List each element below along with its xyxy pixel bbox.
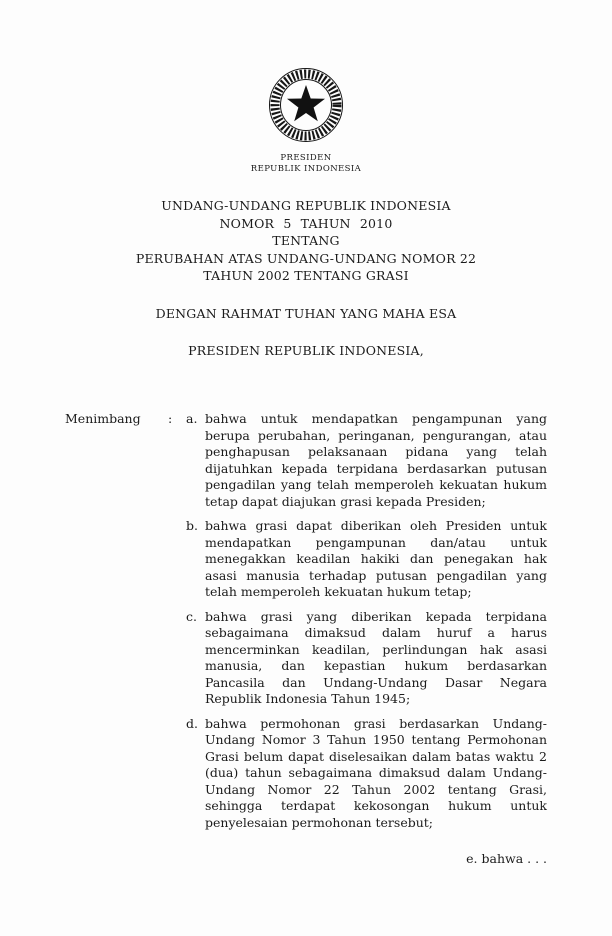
org-name <box>0 153 612 175</box>
invocation-line: DENGAN RAHMAT TUHAN YANG MAHA ESA <box>155 305 457 321</box>
item-text: bahwa grasi dapat diberikan oleh Presiden untuk mendapatkan pengampunan dan/atau untuk menegakkan keadilan hakiki dan penegakan hak asasi manusia terhadap putusan pengadilan yang telah memperoleh kekuatan hukum tetap; <box>205 518 547 599</box>
item-letter: c. <box>186 608 197 624</box>
law-number-line: NOMOR 5 TAHUN 2010 <box>219 215 393 231</box>
item-letter: b. <box>186 518 198 533</box>
considerations-section <box>65 411 547 839</box>
consideration-item-a <box>186 411 547 510</box>
org-name-line2: REPUBLIK INDONESIA <box>250 164 362 174</box>
about-label: TENTANG <box>272 233 340 248</box>
issuer-line: PRESIDEN REPUBLIK INDONESIA, <box>188 343 424 358</box>
item-text: bahwa grasi yang diberikan kepada terpidana sebagaimana dimaksud dalam huruf a harus mencerminkan keadilan, perlindungan hak asasi manusia, dan kepastian hukum berdasarkan Pancasila dan Undang-Undang Dasar Negara Republik Indonesia Tahun 1945; <box>205 608 547 706</box>
law-title: UNDANG-UNDANG REPUBLIK INDONESIA <box>161 198 451 213</box>
title-block <box>0 197 612 360</box>
presidential-wreath-emblem <box>265 64 347 146</box>
item-letter: a. <box>186 411 198 426</box>
considerations-label: Menimbang <box>65 411 141 426</box>
masthead <box>0 64 612 175</box>
subject-line1: PERUBAHAN ATAS UNDANG-UNDANG NOMOR 22 <box>135 250 477 266</box>
subject-line2: TAHUN 2002 TENTANG GRASI <box>203 268 409 283</box>
org-name-line1: PRESIDEN <box>280 153 332 163</box>
item-text: bahwa permohonan grasi berdasarkan Undang-Undang Nomor 3 Tahun 1950 tentang Permohonan Grasi belum dapat diselesaikan dalam batas waktu 2 (dua) tahun sebagaimana dimaksud dalam Undang-Undang Nomor 22 Tahun 2002 tentang Grasi, sehingga terdapat kekosongan hukum untuk penyelesaian permohonan tersebut; <box>205 715 547 830</box>
page-continuation-note: e. bahwa . . . <box>466 851 547 866</box>
item-letter: d. <box>186 715 198 731</box>
consideration-item-d <box>186 716 547 832</box>
consideration-item-c <box>186 609 547 708</box>
item-text: bahwa untuk mendapatkan pengampunan yang berupa perubahan, peringanan, pengurangan, atau penghapusan pelaksanaan pidana yang telah dijatuhkan kepada terpidana berdasarkan putusan pengadilan yang telah memperoleh kekuatan hukum tetap dapat diajukan grasi kepada Presiden; <box>205 411 547 509</box>
consideration-item-b <box>186 518 547 601</box>
star-icon <box>287 85 325 121</box>
considerations-list <box>186 411 547 839</box>
considerations-separator: : <box>168 411 173 426</box>
